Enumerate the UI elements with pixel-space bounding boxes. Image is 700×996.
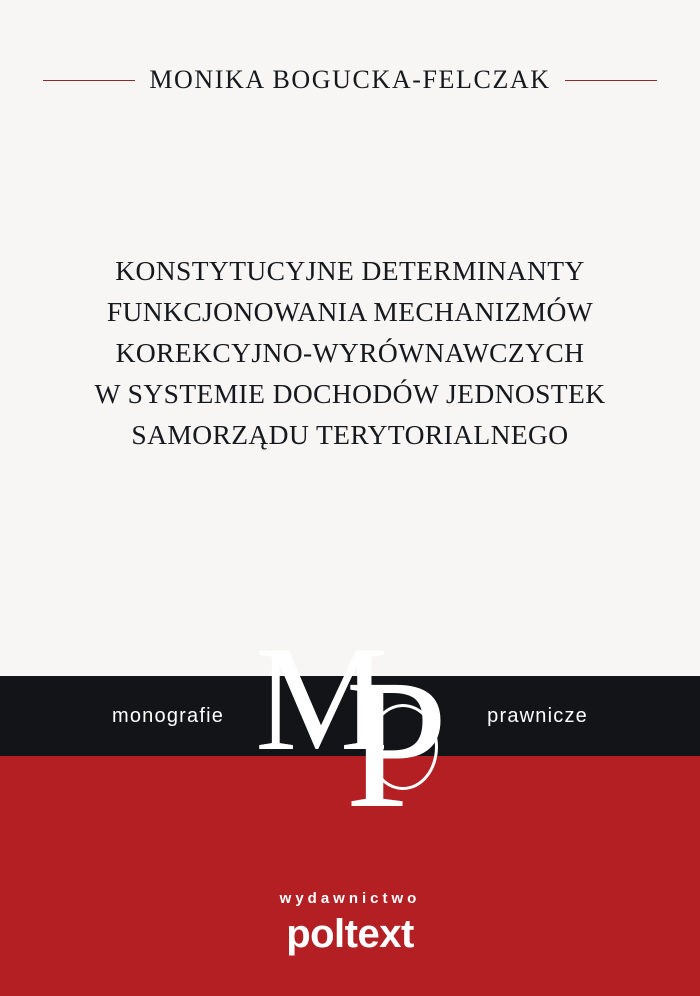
title-line-1: KONSTYTUCYJNE DETERMINANTY <box>115 255 585 286</box>
author-name: MONIKA BOGUCKA-FELCZAK <box>149 65 551 94</box>
title-line-2: FUNKCJONOWANIA MECHANIZMÓW <box>106 296 594 327</box>
series-black-band <box>0 676 700 756</box>
author-rule-left <box>43 80 135 81</box>
publisher-prefix: wydawnictwo <box>279 890 421 907</box>
monogram-letter-p: P <box>345 642 448 842</box>
author-rule-right <box>565 80 657 81</box>
publisher-logo <box>0 890 700 957</box>
publisher-name: poltext <box>286 912 414 956</box>
title-line-3: KOREKCYJNO-WYRÓWNAWCZYCH <box>115 337 585 368</box>
title-line-5: SAMORZĄDU TERYTORIALNEGO <box>131 419 569 450</box>
title-line-4: W SYSTEMIE DOCHODÓW JEDNOSTEK <box>94 378 606 409</box>
series-label-left: monografie <box>112 704 225 727</box>
monogram-letter-m: M <box>255 616 389 782</box>
book-title <box>0 250 700 455</box>
author-band <box>0 58 700 102</box>
series-label-right: prawnicze <box>487 704 588 727</box>
cover-red-band <box>0 756 700 996</box>
